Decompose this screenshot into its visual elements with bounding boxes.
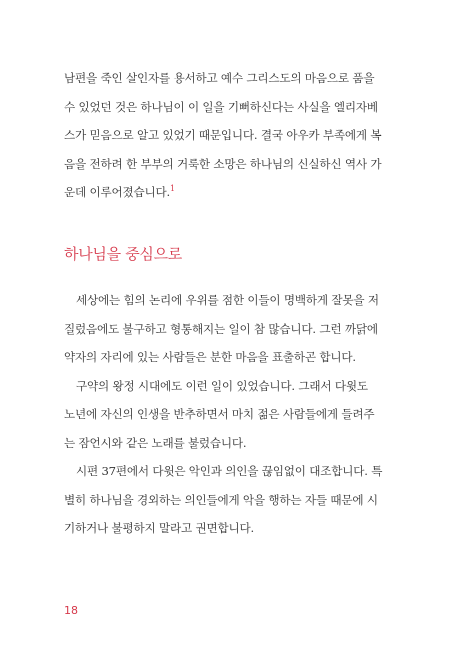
paragraph-first-line: 시편 37편에서 다윗은 악인과 의인을 끊임없이 대조합니다. 특	[76, 464, 383, 478]
text-line: 수 있었던 것은 하나님이 이 일을 기뻐하신다는 사실을 엘리자베	[64, 99, 378, 114]
section-heading: 하나님을 중심으로	[64, 245, 182, 263]
paragraph-first-line: 구약의 왕정 시대에도 이런 일이 있었습니다. 그래서 다윗도	[76, 378, 368, 393]
footnote-marker: 1	[169, 184, 175, 194]
body-paragraphs	[64, 286, 404, 543]
paragraph-first-line: 세상에는 힘의 논리에 우위를 점한 이들이 명백하게 잘못을 저	[76, 293, 379, 307]
page-number: 18	[64, 604, 78, 617]
text-line-content: 운데 이루어졌습니다.	[64, 185, 170, 199]
text-line: 기하거나 불평하지 말라고 권면합니다.	[64, 521, 254, 535]
text-line: 노년에 자신의 인생을 반추하면서 마치 젊은 사람들에게 들려주	[64, 407, 375, 421]
text-line: 별히 하나님을 경외하는 의인들에게 악을 행하는 자들 때문에 시	[64, 492, 378, 507]
text-line: 음을 전하려 한 부부의 거룩한 소망은 하나님의 신실하신 역사 가	[64, 156, 382, 171]
text-line: 는 잠언시와 같은 노래를 불렀습니다.	[64, 435, 247, 450]
text-line-last	[64, 178, 404, 207]
intro-paragraph	[64, 64, 404, 207]
text-line: 질렀음에도 불구하고 형통해지는 일이 참 많습니다. 그런 까닭에	[64, 321, 378, 336]
text-line: 남편을 죽인 살인자를 용서하고 예수 그리스도의 마음으로 품을	[64, 71, 375, 85]
text-line: 스가 믿음으로 알고 있었기 때문입니다. 결국 아우카 부족에게 복	[64, 128, 382, 142]
text-line: 약자의 자리에 있는 사람들은 분한 마음을 표출하곤 합니다.	[64, 350, 356, 364]
